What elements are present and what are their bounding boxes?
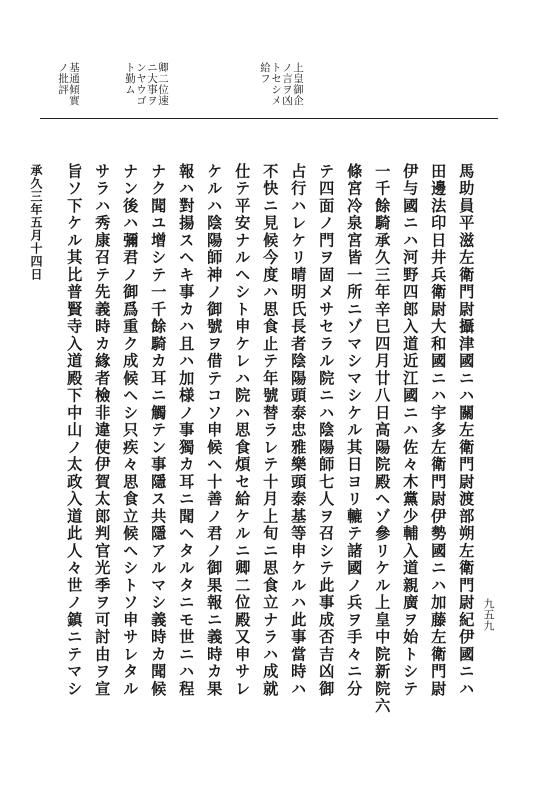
header-note-2-line-4: ト勤ム — [124, 62, 136, 95]
header-note-3b — [57, 62, 68, 95]
body-column-15: 旨ソ下ケル其比普賢寺入道殿下中山ノ太政入道此人々世ノ鎮ニテマシ — [65, 163, 84, 698]
header-note-3-line-1: 基通傾實 — [68, 62, 80, 106]
body-column-1: 馬助員平滋左衛門尉攝津國ニハ關左衛門尉渡部朔左衛門尉紀伊國ニハ — [457, 163, 476, 698]
header-note-1c — [270, 62, 281, 106]
page-number: 九五九 — [482, 598, 495, 631]
header-note-3 — [68, 62, 79, 106]
header-note-1 — [292, 62, 303, 106]
header-note-2d — [124, 62, 135, 95]
body-column-10: ケルハ陰陽師神ノ御號ヲ借テコソ申候ヘ十善ノ君ノ御果報ニ義時カ果 — [205, 163, 224, 698]
header-note-2-line-3: ンヤウゴ — [135, 62, 147, 106]
body-column-13: ナン後ハ彌君ノ御爲重ク成候ヘシ只疾々思食立候ヘシトソ申サレタル — [121, 163, 140, 698]
body-column-5: 條宮冷泉宮皆一所ニゾマシマシケル其日ヨリ轆テ諸國ノ兵ヲ手々ニ分 — [345, 163, 364, 698]
header-note-1-line-2: ノ言ヲ凶 — [281, 62, 293, 106]
header-note-2-line-2: ニ大事ヲ — [146, 62, 158, 106]
header-note-2c — [135, 62, 146, 106]
header-note-1d — [259, 62, 270, 84]
body-column-2: 田邊法印日井兵衛尉大和國ニハ宇多左衛門尉伊勢國ニハ加藤左衛門尉 — [429, 163, 448, 698]
header-note-1-line-3: トセシメ — [270, 62, 282, 106]
header-note-1b — [281, 62, 292, 106]
header-note-1-line-4: 給フ — [259, 62, 271, 84]
body-column-7: 占行ハレケリ晴明氏長者陰陽頭泰忠雅樂頭泰基等申ケルハ此事當時ハ — [289, 163, 308, 698]
body-column-9: 仕テ平安ナルヘシト申ケレハ院ハ思食煩セ給ケルニ卿二位殿又申サレ — [233, 163, 252, 698]
body-column-14: サラハ秀康召テ先義時カ緣者檢非違使伊賀太郎判官光季ヲ可討由ヲ宣 — [93, 163, 112, 698]
header-note-1-line-1: 上皇御企 — [292, 62, 304, 106]
header-note-2b — [146, 62, 157, 106]
date-line: 承久三年五月十四日 — [29, 164, 43, 281]
body-column-3: 伊与國ニハ河野四郎入道近江國ニハ佐々木黨少輔入道親廣ヲ始トシテ — [401, 163, 420, 698]
body-column-11: 報ハ對揚スヘキ事カハ且ハ加様ノ事獨カ耳ニ聞ヘタルタニモ世ニハ程 — [177, 163, 196, 698]
body-column-12: ナク聞ユ增シテ一千餘騎カ耳ニ觸テン事隱ス共隱アルマシ義時カ聞候 — [149, 163, 168, 698]
header-note-2-line-1: 卿二位速 — [157, 62, 169, 106]
header-note-2 — [157, 62, 168, 106]
body-column-8: 不快ニ見候今度ハ思食止テ年號替ラレテ十月上旬ニ思食立ナラハ成就 — [261, 163, 280, 698]
body-column-6: テ四面ノ門ヲ固メサセラル院ニハ陰陽師七人ヲ召シテ此事成否吉凶御 — [317, 163, 336, 698]
header-rule — [40, 118, 498, 119]
body-column-4: 一千餘騎承久三年辛巳四月廿八日高陽院殿ヘゾ參リケル上皇中院新院六 — [373, 163, 392, 715]
header-note-3-line-2: ノ批評 — [57, 62, 69, 95]
